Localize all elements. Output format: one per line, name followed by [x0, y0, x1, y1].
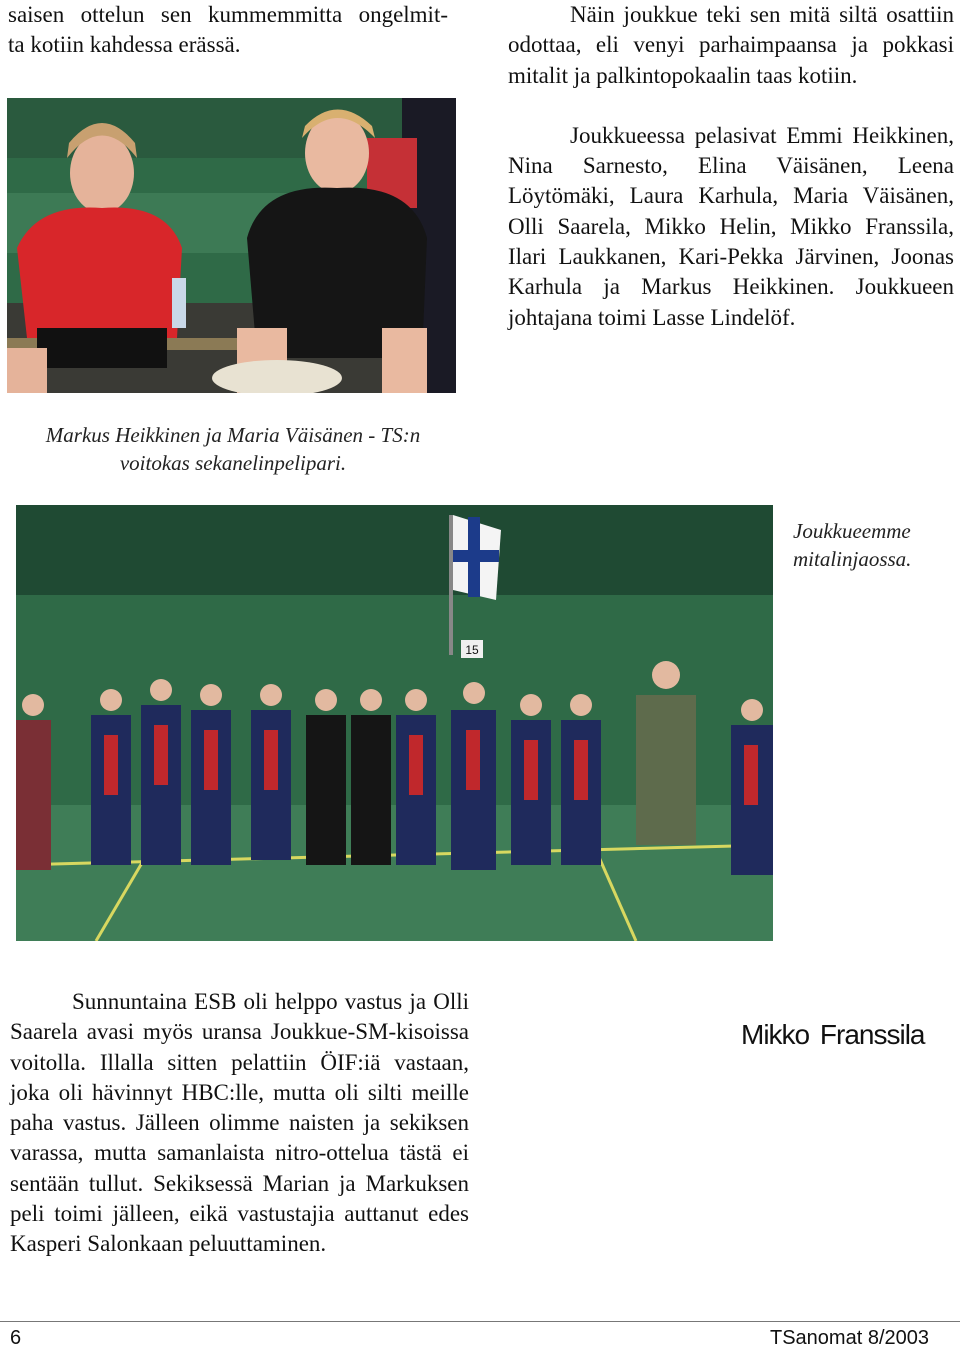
court-number-sign: 15 — [465, 643, 479, 657]
publication-issue: TSanomat 8/2003 — [770, 1327, 929, 1349]
photo-mixed-doubles-pair — [7, 98, 456, 393]
continued-text — [8, 0, 448, 61]
caption-medal-ceremony — [793, 517, 953, 573]
bottom-column-text — [10, 987, 469, 1260]
caption-line-2: voitokas sekanelinpelipari. — [119, 451, 347, 475]
caption-line-1: Markus Heikkinen ja Maria Väisänen - TS:n — [45, 423, 421, 447]
paragraph-team-roster: Joukkueessa pelasivat Emmi Heikkinen, Nina Sarnesto, Elina Väisänen, Leena Löytömäki, Laura Karhula, Maria Väisänen, Olli Saarela, Mikko Helin, Mikko Franssila, Ilari Laukkanen, Kari-Pekka Järvinen, Joonas Karhula ja Markus Heikkinen. Joukkueen johtajana toimi Lasse Lindelöf. — [508, 122, 954, 330]
paragraph-sunday-matches: Sunnuntaina ESB oli helppo vastus ja Olli Saarela avasi myös uransa Joukkue-SM-kisoissa voitolla. Illalla sitten pelattiin ÖIF:iä vastaan, joka oli hävinnyt HBC:lle, mutta oli silti meille paha vastus. Jälleen olimme naisten ja sekiksen varassa, mutta samanlaista nitro-ottelua tästä ei sentään tullut. Sekiksessä Marian ja Markuksen peli toimi jälleen, eikä vastustajia auttanut edes Kasperi Salonkaan peluuttaminen. — [10, 989, 469, 1257]
caption-line-2: mitalinjaossa. — [793, 547, 912, 571]
right-column-text — [508, 0, 954, 333]
footer-divider — [0, 1321, 960, 1322]
caption-mixed-doubles-pair — [8, 421, 458, 477]
photo-medal-ceremony — [16, 505, 773, 941]
page-number: 6 — [10, 1327, 22, 1349]
caption-line-1: Joukkueemme — [793, 519, 911, 543]
author-signature: Mikko Franssila — [741, 1019, 925, 1050]
continued-line-2: ta kotiin kahdessa erässä. — [8, 32, 241, 58]
continued-line-1: saisen ottelun sen kummemmitta ongelmit- — [8, 2, 448, 27]
paragraph-result: Näin joukkue teki sen mitä siltä osattiin odottaa, eli venyi parhaimpaansa ja pokkasi mitalit ja palkintopokaalin taas kotiin. — [508, 2, 954, 88]
